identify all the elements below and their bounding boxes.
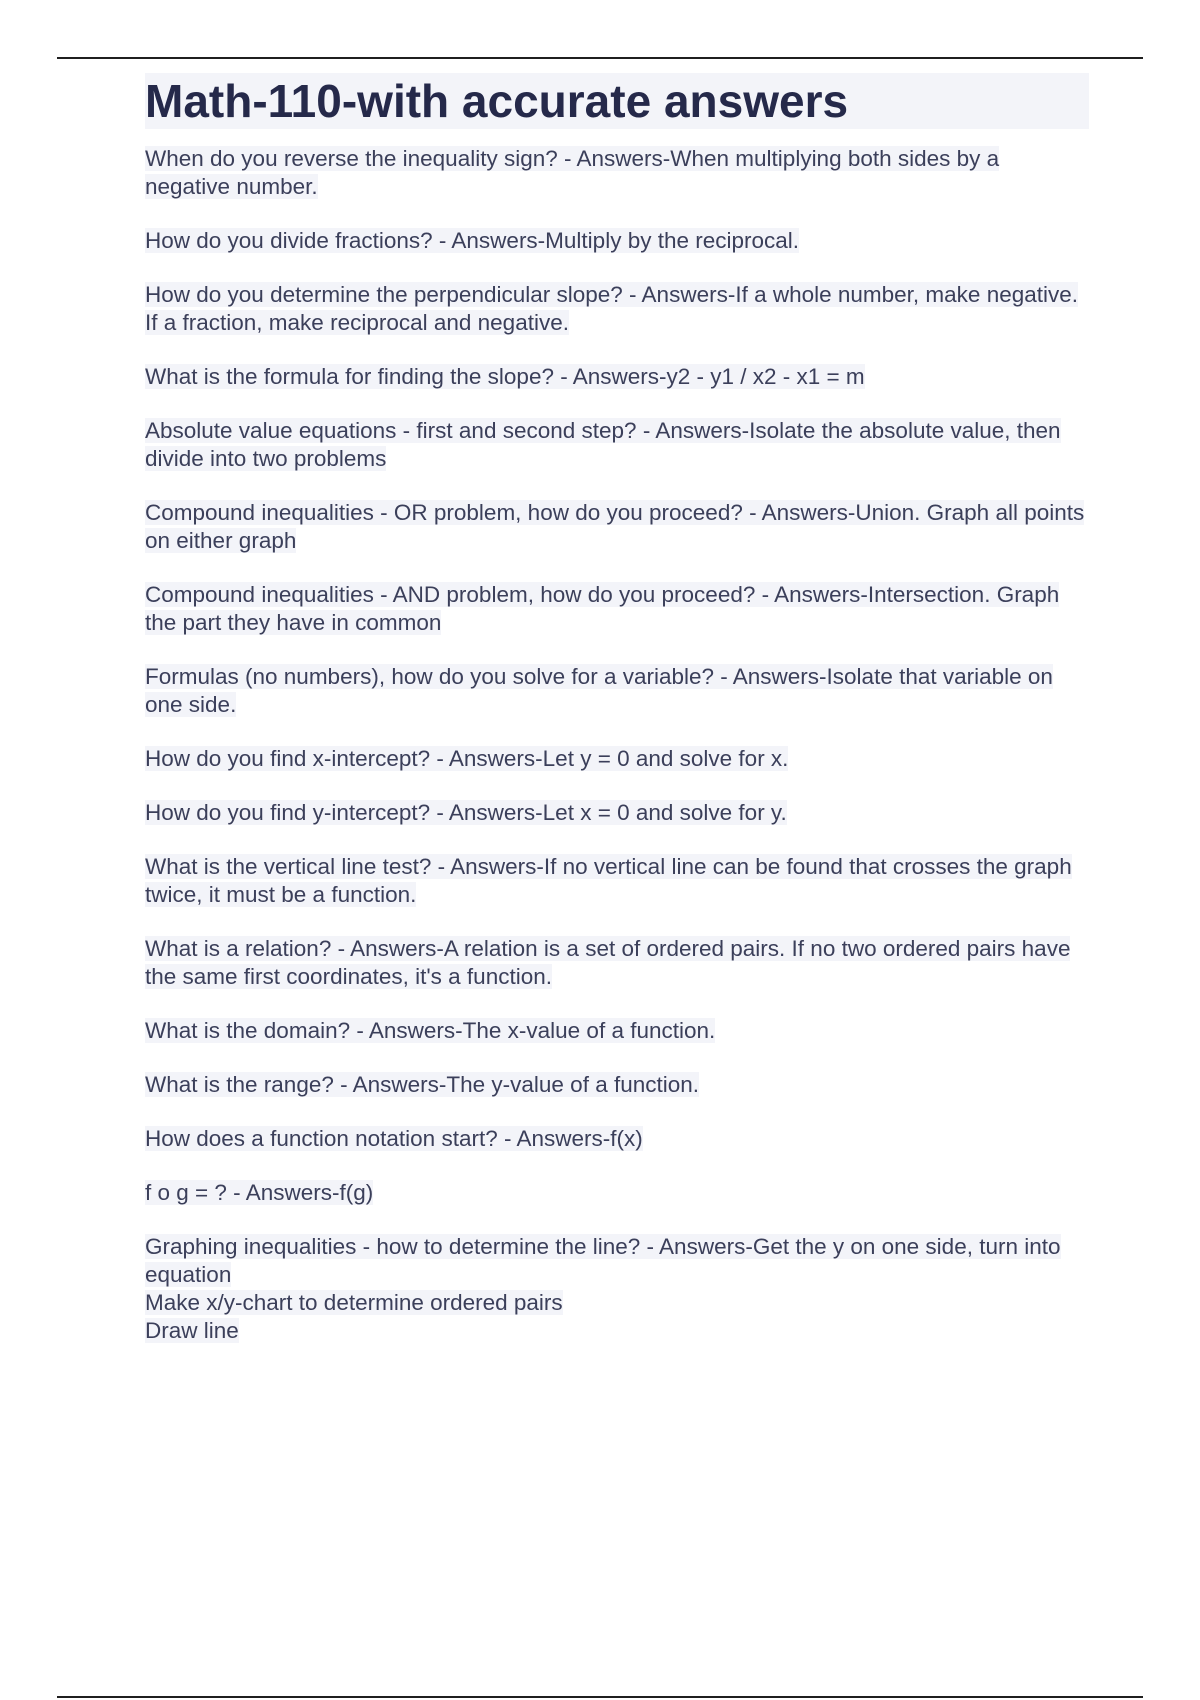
qa-text: What is the domain? - Answers-The x-value of a function. <box>145 1018 716 1043</box>
qa-text: Compound inequalities - OR problem, how do you proceed? - Answers-Union. Graph all points on either graph <box>145 500 1085 553</box>
qa-text: What is a relation? - Answers-A relation is a set of ordered pairs. If no two ordered pairs have the same first coordinates, it's a function. <box>145 936 1071 989</box>
qa-item <box>145 581 1089 637</box>
qa-text: Compound inequalities - AND problem, how do you proceed? - Answers-Intersection. Graph the part they have in common <box>145 582 1060 635</box>
qa-extra-line <box>145 1317 1089 1345</box>
qa-item <box>145 799 1089 827</box>
qa-extra-text: Draw line <box>145 1318 239 1343</box>
top-rule <box>57 57 1143 59</box>
qa-item <box>145 1179 1089 1207</box>
document-title: Math-110-with accurate answers <box>145 73 1089 129</box>
qa-item <box>145 1017 1089 1045</box>
document-body <box>145 73 1089 1371</box>
qa-text: How do you divide fractions? - Answers-Multiply by the reciprocal. <box>145 228 800 253</box>
qa-item <box>145 935 1089 991</box>
qa-text: What is the vertical line test? - Answers-If no vertical line can be found that crosses the graph twice, it must be a function. <box>145 854 1072 907</box>
qa-text: What is the formula for finding the slope? - Answers-y2 - y1 / x2 - x1 = m <box>145 364 865 389</box>
qa-item <box>145 281 1089 337</box>
qa-extra-line <box>145 1289 1089 1317</box>
qa-text: f o g = ? - Answers-f(g) <box>145 1180 374 1205</box>
qa-extra-text: Make x/y-chart to determine ordered pairs <box>145 1290 563 1315</box>
qa-item <box>145 745 1089 773</box>
qa-item <box>145 853 1089 909</box>
qa-item <box>145 417 1089 473</box>
qa-text: When do you reverse the inequality sign? - Answers-When multiplying both sides by a negative number. <box>145 146 1000 199</box>
qa-text: How do you find x-intercept? - Answers-Let y = 0 and solve for x. <box>145 746 789 771</box>
qa-item <box>145 363 1089 391</box>
qa-text: How do you determine the perpendicular slope? - Answers-If a whole number, make negative. If a fraction, make reciprocal and negative. <box>145 282 1079 335</box>
qa-item <box>145 663 1089 719</box>
qa-item <box>145 227 1089 255</box>
qa-item <box>145 1233 1089 1345</box>
qa-text: Graphing inequalities - how to determine the line? - Answers-Get the y on one side, turn into equation <box>145 1234 1061 1287</box>
qa-item <box>145 1125 1089 1153</box>
qa-text: How does a function notation start? - Answers-f(x) <box>145 1126 643 1151</box>
bottom-rule <box>57 1696 1143 1698</box>
qa-text: Absolute value equations - first and second step? - Answers-Isolate the absolute value, then divide into two problems <box>145 418 1061 471</box>
qa-item <box>145 1071 1089 1099</box>
qa-text: How do you find y-intercept? - Answers-Let x = 0 and solve for y. <box>145 800 787 825</box>
qa-item <box>145 145 1089 201</box>
qa-text: Formulas (no numbers), how do you solve for a variable? - Answers-Isolate that variable on one side. <box>145 664 1053 717</box>
qa-item <box>145 499 1089 555</box>
qa-text: What is the range? - Answers-The y-value of a function. <box>145 1072 700 1097</box>
